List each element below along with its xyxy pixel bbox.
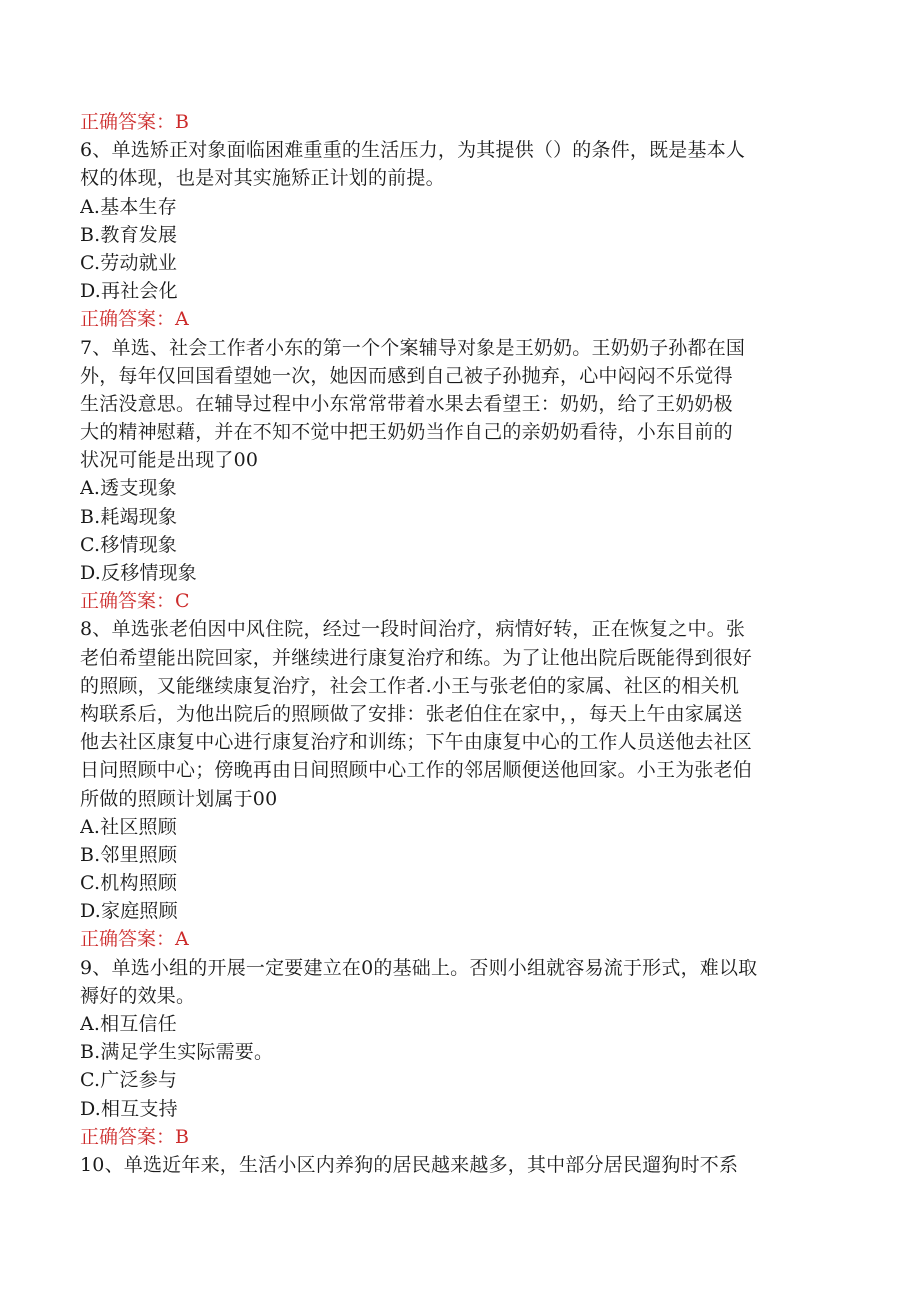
question-line: 状况可能是出现了00: [80, 449, 259, 472]
question-9: [80, 954, 840, 1151]
question-10-text: [80, 1151, 840, 1179]
question-line: 8、单选张老伯因中风住院，经过一段时间治疗，病情好转，正在恢复之中。张: [80, 618, 746, 641]
option-c: C.劳动就业: [80, 251, 178, 274]
question-line: 褥好的效果。: [80, 984, 196, 1007]
option-c: C.机构照顾: [80, 872, 178, 895]
question-line: 生活没意思。在辅导过程中小东常常带着水果去看望王：奶奶，给了王奶奶极: [80, 392, 733, 415]
question-line: 日问照顾中心；傍晚再由日间照顾中心工作的邻居顺便送他回家。小王为张老伯: [80, 759, 753, 782]
question-6: [80, 136, 840, 333]
option-c: C.移情现象: [80, 533, 178, 556]
answer-9: 正确答案：B: [80, 1125, 189, 1148]
question-7-text: [80, 334, 840, 475]
option-d: D.反移情现象: [80, 562, 197, 584]
option-a: A.社区照顾: [80, 815, 177, 838]
option-d: D.相互支持: [80, 1097, 178, 1120]
question-8: [80, 615, 840, 953]
question-line: 构联系后，为他出院后的照顾做了安排：张老伯住在家中，，每天上午由家属送: [80, 702, 743, 725]
question-line: 的照顾，又能继续康复治疗，社会工作者.小王与张老伯的家属、社区的相关机: [80, 674, 740, 697]
option-b: B.满足学生实际需要。: [80, 1041, 274, 1064]
question-line: 10、单选近年来，生活小区内养狗的居民越来越多，其中部分居民遛狗时不系: [80, 1153, 739, 1176]
question-line: 大的精神慰藉，并在不知不觉中把王奶奶当作自己的亲奶奶看待，小东目前的: [80, 421, 733, 444]
question-line: 他去社区康复中心进行康复治疗和训练；下午由康复中心的工作人员送他去社区: [80, 731, 753, 754]
question-8-text: [80, 615, 840, 812]
question-9-text: [80, 954, 840, 1010]
question-line: 权的体现，也是对其实施矫正计划的前提。: [80, 167, 445, 190]
question-10: [80, 1151, 840, 1179]
question-line: 9、单选小组的开展一定要建立在0的基础上。否则小组就容易流于形式，难以取: [80, 956, 758, 979]
option-b: B.教育发展: [80, 223, 178, 246]
question-7: [80, 334, 840, 616]
answer-6: 正确答案：A: [80, 308, 189, 331]
question-6-text: [80, 136, 840, 192]
option-b: B.邻里照顾: [80, 843, 178, 866]
question-line: 外，每年仅回国看望她一次，她因而感到自己被子孙抛弃，心中闷闷不乐觉得: [80, 364, 733, 387]
option-a: A.透支现象: [80, 477, 177, 500]
option-d: D.再社会化: [80, 280, 178, 303]
question-line: 7、单选、社会工作者小东的第一个个案辅导对象是王奶奶。王奶奶子孙都在国: [80, 336, 746, 359]
question-line: 所做的照顾计划属于00: [80, 787, 278, 810]
question-line: 老伯希望能出院回家，并继续进行康复治疗和练。为了让他出院后既能得到很好: [80, 646, 753, 669]
option-a: A.基本生存: [80, 195, 177, 218]
answer-7: 正确答案：C: [80, 590, 190, 613]
option-c: C.广泛参与: [80, 1069, 178, 1092]
option-d: D.家庭照顾: [80, 900, 178, 923]
question-line: 6、单选矫正对象面临困难重重的生活压力，为其提供（）的条件，既是基本人: [80, 139, 746, 162]
document-page: [80, 108, 840, 1179]
answer-8: 正确答案：A: [80, 928, 189, 951]
option-a: A.相互信任: [80, 1013, 177, 1035]
answer-5: 正确答案：B: [80, 111, 189, 133]
option-b: B.耗竭现象: [80, 505, 178, 528]
